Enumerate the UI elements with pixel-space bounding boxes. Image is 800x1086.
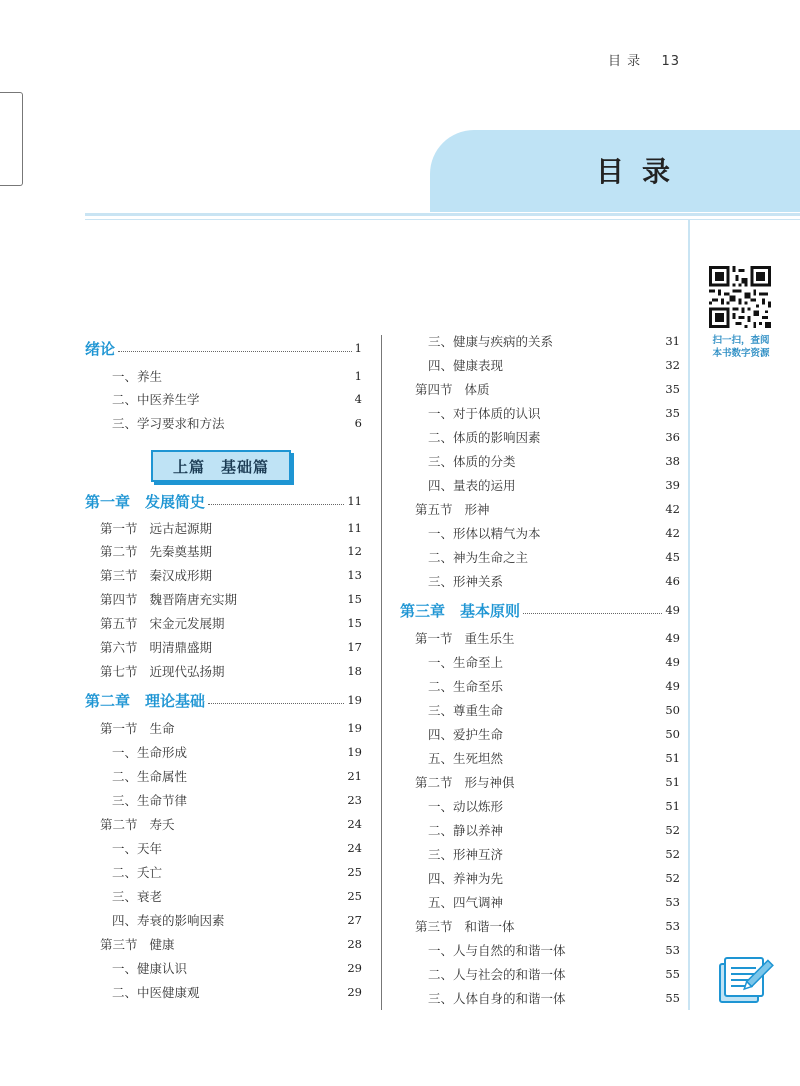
toc-entry[interactable] bbox=[112, 839, 362, 857]
toc-page-number: 11 bbox=[347, 494, 362, 508]
toc-subsection-title: 二、静以养神 bbox=[428, 823, 504, 838]
toc-subsection-title: 三、形神关系 bbox=[428, 574, 504, 589]
toc-section-label bbox=[415, 773, 515, 791]
toc-page-number: 25 bbox=[347, 865, 362, 879]
toc-page-number: 50 bbox=[665, 727, 680, 741]
toc-subsection-title: 一、人与自然的和谐一体 bbox=[428, 943, 566, 958]
toc-section-title: 重生乐生 bbox=[464, 631, 515, 646]
toc-subsection-title: 二、生命属性 bbox=[112, 769, 188, 784]
toc-section-label bbox=[415, 500, 490, 518]
toc-subsection-title: 一、生命形成 bbox=[112, 745, 188, 760]
toc-page-number: 53 bbox=[665, 919, 680, 933]
page-title: 目录 bbox=[596, 155, 689, 188]
toc-entry[interactable] bbox=[428, 332, 680, 350]
toc-page-number: 12 bbox=[347, 544, 362, 558]
toc-entry[interactable] bbox=[428, 893, 680, 911]
toc-entry[interactable] bbox=[428, 356, 680, 374]
toc-entry[interactable] bbox=[428, 548, 680, 566]
toc-chapter-title: 第一章 发展简史 bbox=[85, 492, 206, 511]
toc-entry[interactable] bbox=[428, 677, 680, 695]
toc-entry[interactable] bbox=[85, 339, 362, 357]
toc-subsection-title: 二、神为生命之主 bbox=[428, 550, 529, 565]
toc-page-number: 29 bbox=[347, 961, 362, 975]
toc-entry[interactable] bbox=[112, 414, 362, 432]
toc-section-title: 和谐一体 bbox=[464, 919, 515, 934]
toc-section-label bbox=[415, 917, 515, 935]
toc-leader-dots bbox=[208, 504, 344, 505]
toc-entry[interactable] bbox=[112, 791, 362, 809]
toc-section-title: 寿夭 bbox=[149, 817, 175, 832]
toc-subsection-title: 四、养神为先 bbox=[428, 871, 504, 886]
toc-entry[interactable] bbox=[100, 566, 362, 584]
toc-subsection-title: 三、生命节律 bbox=[112, 793, 188, 808]
toc-subsection-title: 五、四气调神 bbox=[428, 895, 504, 910]
toc-section-title: 先秦奠基期 bbox=[149, 544, 213, 559]
toc-page-number: 6 bbox=[354, 416, 362, 430]
toc-entry[interactable] bbox=[428, 452, 680, 470]
toc-subsection-title: 三、衰老 bbox=[112, 889, 163, 904]
toc-subsection-title: 二、体质的影响因素 bbox=[428, 430, 541, 445]
toc-page-number: 35 bbox=[665, 406, 680, 420]
toc-entry[interactable] bbox=[100, 590, 362, 608]
toc-entry[interactable] bbox=[112, 959, 362, 977]
toc-section-label bbox=[100, 719, 175, 737]
toc-entry[interactable] bbox=[100, 542, 362, 560]
toc-entry[interactable] bbox=[112, 983, 362, 1001]
toc-section-number: 第四节 bbox=[100, 592, 138, 607]
toc-entry[interactable] bbox=[112, 390, 362, 408]
margin-divider bbox=[688, 219, 690, 1010]
qr-code-icon[interactable] bbox=[709, 266, 771, 328]
part-banner: 上篇 基础篇 bbox=[151, 450, 291, 482]
toc-entry[interactable] bbox=[100, 662, 362, 680]
toc-entry[interactable] bbox=[428, 572, 680, 590]
toc-section-number: 第三节 bbox=[100, 568, 138, 583]
toc-section-number: 第五节 bbox=[100, 616, 138, 631]
toc-section-title: 形与神俱 bbox=[464, 775, 515, 790]
toc-section-label bbox=[100, 542, 212, 560]
toc-subsection-title: 三、体质的分类 bbox=[428, 454, 516, 469]
toc-entry[interactable] bbox=[100, 719, 362, 737]
toc-chapter-title: 绪论 bbox=[85, 339, 116, 358]
toc-section-label bbox=[100, 590, 237, 608]
toc-page-number: 42 bbox=[665, 526, 680, 540]
toc-page-number: 49 bbox=[665, 603, 680, 617]
toc-page-number: 1 bbox=[354, 369, 362, 383]
toc-page-number: 32 bbox=[665, 358, 680, 372]
toc-entry[interactable] bbox=[112, 367, 362, 385]
toc-subsection-title: 二、生命至乐 bbox=[428, 679, 504, 694]
toc-entry[interactable] bbox=[100, 815, 362, 833]
toc-page-number: 55 bbox=[665, 967, 680, 981]
toc-entry[interactable] bbox=[100, 638, 362, 656]
toc-page-number: 45 bbox=[665, 550, 680, 564]
toc-section-number: 第一节 bbox=[100, 521, 138, 536]
toc-section-label bbox=[100, 519, 212, 537]
toc-entry[interactable] bbox=[415, 629, 680, 647]
toc-subsection-title: 二、中医健康观 bbox=[112, 985, 200, 1000]
toc-entry[interactable] bbox=[85, 691, 362, 709]
toc-page-number: 31 bbox=[665, 334, 680, 348]
toc-page-number: 24 bbox=[347, 841, 362, 855]
toc-entry[interactable] bbox=[428, 428, 680, 446]
toc-section-title: 宋金元发展期 bbox=[149, 616, 225, 631]
toc-section-label bbox=[100, 614, 225, 632]
toc-subsection-title: 二、夭亡 bbox=[112, 865, 163, 880]
toc-section-number: 第二节 bbox=[100, 817, 138, 832]
toc-entry[interactable] bbox=[415, 380, 680, 398]
toc-subsection-title: 三、形神互济 bbox=[428, 847, 504, 862]
toc-section-title: 明清鼎盛期 bbox=[149, 640, 213, 655]
toc-subsection-title: 二、中医养生学 bbox=[112, 392, 200, 407]
toc-page-number: 21 bbox=[347, 769, 362, 783]
toc-page-number: 19 bbox=[347, 693, 362, 707]
toc-section-number: 第一节 bbox=[415, 631, 453, 646]
toc-subsection-title: 三、学习要求和方法 bbox=[112, 416, 225, 431]
toc-section-label bbox=[100, 566, 212, 584]
toc-section-number: 第四节 bbox=[415, 382, 453, 397]
toc-entry[interactable] bbox=[428, 941, 680, 959]
toc-entry[interactable] bbox=[112, 911, 362, 929]
toc-page-number: 18 bbox=[347, 664, 362, 678]
toc-page-number: 52 bbox=[665, 871, 680, 885]
toc-section-title: 形神 bbox=[464, 502, 490, 517]
toc-entry[interactable] bbox=[428, 476, 680, 494]
column-divider bbox=[381, 335, 382, 1010]
toc-page-number: 15 bbox=[347, 616, 362, 630]
toc-page-number: 52 bbox=[665, 847, 680, 861]
toc-page-number: 38 bbox=[665, 454, 680, 468]
toc-subsection-title: 三、健康与疾病的关系 bbox=[428, 334, 554, 349]
toc-section-title: 远古起源期 bbox=[149, 521, 213, 536]
page-edge-tab bbox=[0, 92, 23, 186]
toc-page-number: 36 bbox=[665, 430, 680, 444]
toc-section-title: 秦汉成形期 bbox=[149, 568, 213, 583]
toc-section-title: 生命 bbox=[149, 721, 175, 736]
toc-entry[interactable] bbox=[428, 989, 680, 1007]
toc-page-number: 53 bbox=[665, 895, 680, 909]
toc-page-number: 49 bbox=[665, 631, 680, 645]
toc-page-number: 52 bbox=[665, 823, 680, 837]
toc-section-number: 第二节 bbox=[415, 775, 453, 790]
toc-subsection-title: 一、健康认识 bbox=[112, 961, 188, 976]
toc-page-number: 13 bbox=[347, 568, 362, 582]
toc-chapter-title: 第二章 理论基础 bbox=[85, 691, 206, 710]
toc-page-number: 53 bbox=[665, 943, 680, 957]
toc-subsection-title: 一、生命至上 bbox=[428, 655, 504, 670]
toc-chapter-title: 第三章 基本原则 bbox=[400, 601, 521, 620]
toc-section-number: 第五节 bbox=[415, 502, 453, 517]
toc-leader-dots bbox=[208, 703, 344, 704]
title-rule-thick bbox=[85, 213, 800, 216]
toc-entry[interactable] bbox=[400, 601, 680, 619]
toc-entry[interactable] bbox=[428, 404, 680, 422]
toc-subsection-title: 四、量表的运用 bbox=[428, 478, 516, 493]
toc-subsection-title: 四、爱护生命 bbox=[428, 727, 504, 742]
toc-page-number: 24 bbox=[347, 817, 362, 831]
toc-page-number: 23 bbox=[347, 793, 362, 807]
toc-subsection-title: 一、动以炼形 bbox=[428, 799, 504, 814]
toc-section-number: 第一节 bbox=[100, 721, 138, 736]
toc-entry[interactable] bbox=[100, 935, 362, 953]
toc-section-label bbox=[100, 662, 225, 680]
toc-page-number: 42 bbox=[665, 502, 680, 516]
toc-section-label bbox=[415, 629, 515, 647]
toc-entry[interactable] bbox=[112, 887, 362, 905]
toc-entry[interactable] bbox=[415, 917, 680, 935]
toc-section-label bbox=[100, 815, 175, 833]
toc-section-title: 近现代弘扬期 bbox=[149, 664, 225, 679]
toc-subsection-title: 三、尊重生命 bbox=[428, 703, 504, 718]
toc-page-number: 39 bbox=[665, 478, 680, 492]
toc-entry[interactable] bbox=[428, 524, 680, 542]
running-head-page-number: 13 bbox=[661, 54, 680, 69]
toc-subsection-title: 一、天年 bbox=[112, 841, 163, 856]
toc-section-number: 第七节 bbox=[100, 664, 138, 679]
toc-subsection-title: 三、人体自身的和谐一体 bbox=[428, 991, 566, 1006]
running-head-label: 目 录 bbox=[608, 54, 642, 69]
toc-page-number: 55 bbox=[665, 991, 680, 1005]
toc-entry[interactable] bbox=[100, 614, 362, 632]
toc-page-number: 4 bbox=[354, 392, 362, 406]
toc-page-number: 19 bbox=[347, 721, 362, 735]
toc-subsection-title: 四、健康表现 bbox=[428, 358, 504, 373]
toc-leader-dots bbox=[118, 351, 352, 352]
toc-section-number: 第六节 bbox=[100, 640, 138, 655]
toc-subsection-title: 四、寿衰的影响因素 bbox=[112, 913, 225, 928]
toc-entry[interactable] bbox=[112, 863, 362, 881]
qr-caption: 扫一扫，查阅 本书数字资源 bbox=[712, 335, 770, 359]
toc-entry[interactable] bbox=[428, 797, 680, 815]
toc-section-title: 健康 bbox=[149, 937, 175, 952]
toc-page-number: 1 bbox=[354, 341, 362, 355]
toc-section-label bbox=[415, 380, 490, 398]
toc-page-number: 51 bbox=[665, 799, 680, 813]
toc-entry[interactable] bbox=[85, 492, 362, 510]
toc-entry[interactable] bbox=[428, 725, 680, 743]
toc-subsection-title: 一、养生 bbox=[112, 369, 163, 384]
toc-section-number: 第二节 bbox=[100, 544, 138, 559]
running-head bbox=[608, 50, 680, 69]
toc-page-number: 35 bbox=[665, 382, 680, 396]
toc-page-number: 29 bbox=[347, 985, 362, 999]
toc-page-number: 46 bbox=[665, 574, 680, 588]
toc-entry[interactable] bbox=[112, 767, 362, 785]
toc-page-number: 50 bbox=[665, 703, 680, 717]
toc-entry[interactable] bbox=[428, 653, 680, 671]
toc-subsection-title: 五、生死坦然 bbox=[428, 751, 504, 766]
toc-page-number: 51 bbox=[665, 751, 680, 765]
toc-entry[interactable] bbox=[100, 519, 362, 537]
toc-entry[interactable] bbox=[415, 773, 680, 791]
toc-section-number: 第三节 bbox=[415, 919, 453, 934]
toc-entry[interactable] bbox=[428, 701, 680, 719]
toc-page-number: 15 bbox=[347, 592, 362, 606]
toc-entry[interactable] bbox=[428, 869, 680, 887]
toc-page-number: 27 bbox=[347, 913, 362, 927]
title-rule-thin bbox=[85, 219, 800, 220]
toc-entry[interactable] bbox=[112, 743, 362, 761]
toc-entry[interactable] bbox=[428, 821, 680, 839]
toc-entry[interactable] bbox=[415, 500, 680, 518]
toc-section-number: 第三节 bbox=[100, 937, 138, 952]
toc-section-title: 魏晋隋唐充实期 bbox=[149, 592, 238, 607]
toc-page-number: 17 bbox=[347, 640, 362, 654]
toc-page-number: 11 bbox=[347, 521, 362, 535]
notebook-pencil-icon bbox=[716, 950, 774, 1008]
toc-entry[interactable] bbox=[428, 845, 680, 863]
toc-leader-dots bbox=[523, 613, 662, 614]
toc-page-number: 51 bbox=[665, 775, 680, 789]
toc-page-number: 49 bbox=[665, 655, 680, 669]
toc-entry[interactable] bbox=[428, 965, 680, 983]
toc-section-label bbox=[100, 638, 212, 656]
toc-page-number: 28 bbox=[347, 937, 362, 951]
toc-subsection-title: 一、对于体质的认识 bbox=[428, 406, 541, 421]
toc-section-label bbox=[100, 935, 175, 953]
toc-page-number: 25 bbox=[347, 889, 362, 903]
toc-page-number: 49 bbox=[665, 679, 680, 693]
toc-page-number: 19 bbox=[347, 745, 362, 759]
toc-subsection-title: 二、人与社会的和谐一体 bbox=[428, 967, 566, 982]
toc-subsection-title: 一、形体以精气为本 bbox=[428, 526, 541, 541]
toc-entry[interactable] bbox=[428, 749, 680, 767]
toc-section-title: 体质 bbox=[464, 382, 490, 397]
